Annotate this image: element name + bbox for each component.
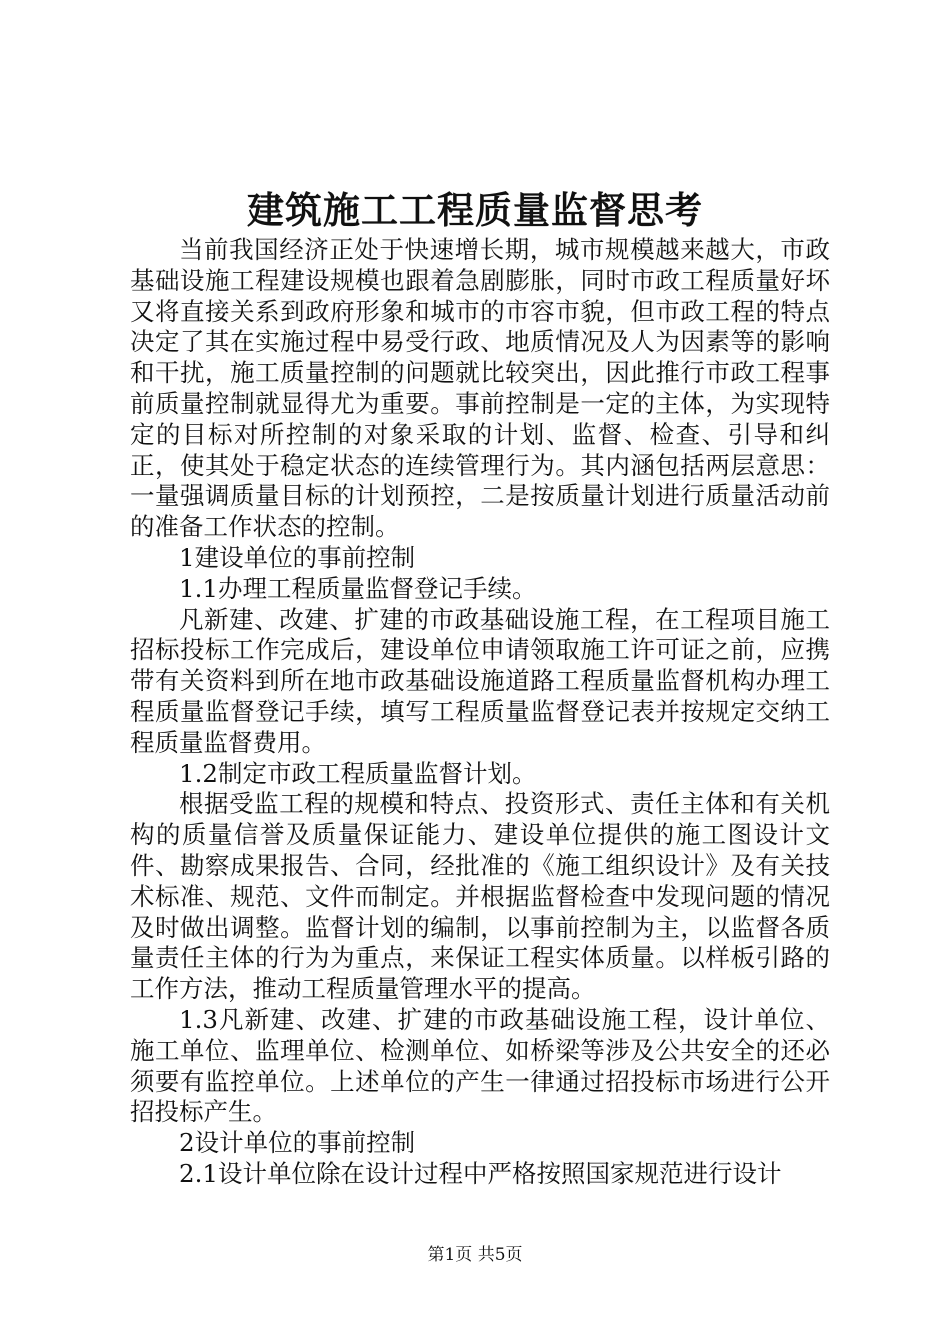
page-number-footer: 第1页 共5页 — [427, 1245, 523, 1265]
paragraph-1-3: 1.3凡新建、改建、扩建的市政基础设施工程，设计单位、施工单位、监理单位、检测单位、如桥梁等涉及公共安全的还必须要有监控单位。上述单位的产生一律通过招投标市场进行公开招投标产生。 — [130, 1004, 830, 1127]
paragraph-intro: 当前我国经济正处于快速增长期，城市规模越来越大，市政基础设施工程建设规模也跟着急剧膨胀，同时市政工程质量好坏又将直接关系到政府形象和城市的市容市貌，但市政工程的特点决定了其在实施过程中易受行政、地质情况及人为因素等的影响和干扰，施工质量控制的问题就比较突出，因此推行市政工程事前质量控制就显得尤为重要。事前控制是一定的主体，为实现特定的目标对所控制的对象采取的计划、监督、检查、引导和纠正，使其处于稳定状态的连续管理行为。其内涵包括两层意思：一量强调质量目标的计划预控，二是按质量计划进行质量活动前的准备工作状态的控制。 — [130, 235, 830, 542]
subsection-heading-1-1: 1.1办理工程质量监督登记手续。 — [179, 573, 537, 603]
paragraph-2-1: 2.1设计单位除在设计过程中严格按照国家规范进行设计 — [179, 1158, 782, 1188]
paragraph-1-1: 凡新建、改建、扩建的市政基础设施工程，在工程项目施工招标投标工作完成后，建设单位申请领取施工许可证之前，应携带有关资料到所在地市政基础设施道路工程质量监督机构办理工程质量监督登记手续，填写工程质量监督登记表并按规定交纳工程质量监督费用。 — [130, 604, 830, 757]
paragraph-1-2: 根据受监工程的规模和特点、投资形式、责任主体和有关机构的质量信誉及质量保证能力、建设单位提供的施工图设计文件、勘察成果报告、合同，经批准的《施工组织设计》及有关技术标准、规范、文件而制定。并根据监督检查中发现问题的情况及时做出调整。监督计划的编制，以事前控制为主，以监督各质量责任主体的行为为重点，来保证工程实体质量。以样板引路的工作方法，推动工程质量管理水平的提高。 — [130, 789, 830, 1004]
section-heading-1: 1建设单位的事前控制 — [179, 542, 416, 572]
section-heading-2: 2设计单位的事前控制 — [179, 1128, 416, 1158]
subsection-heading-1-2: 1.2制定市政工程质量监督计划。 — [179, 758, 537, 788]
document-body — [130, 235, 830, 1190]
document-title: 建筑施工工程质量监督思考 — [247, 188, 703, 232]
